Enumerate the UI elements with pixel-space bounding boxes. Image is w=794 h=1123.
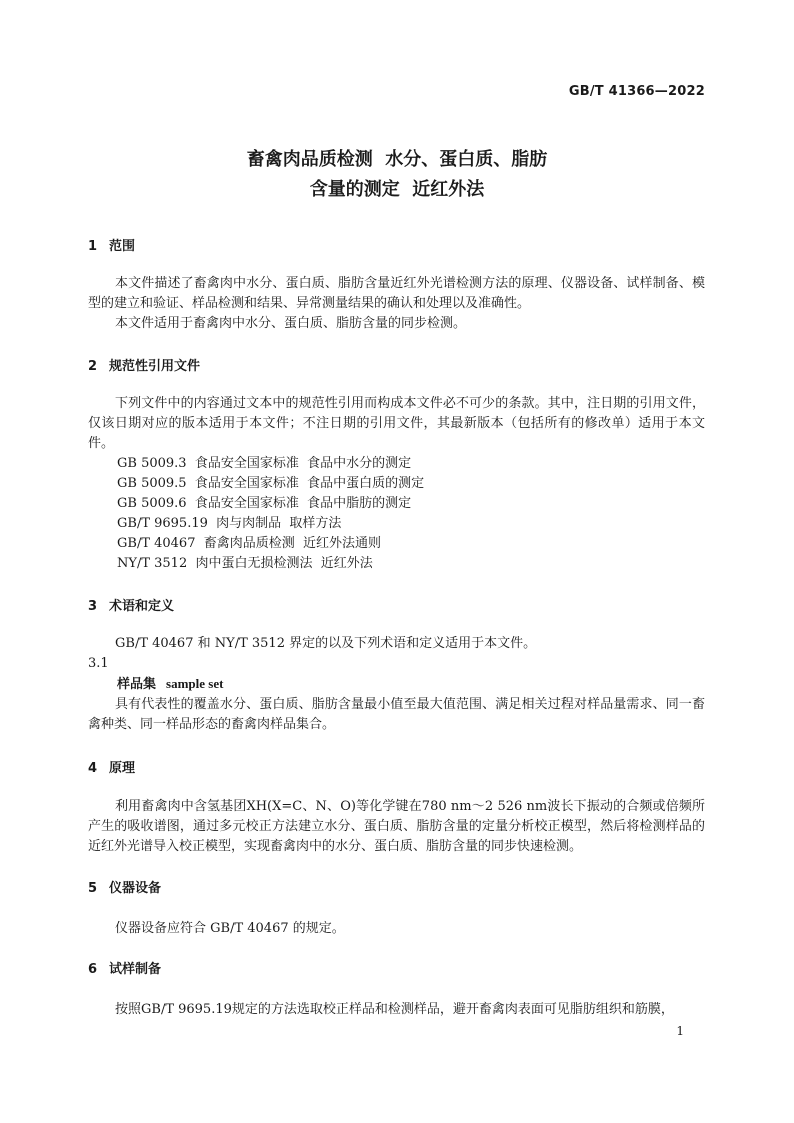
section-principle: [88, 759, 705, 857]
reference-item: GB 5009.5 食品安全国家标准 食品中蛋白质的测定: [117, 476, 425, 491]
section-normative-references: [88, 357, 705, 574]
section-number: 6: [88, 962, 98, 977]
reference-item: GB/T 9695.19 肉与肉制品 取样方法: [117, 516, 342, 531]
section-number: 3: [88, 599, 98, 614]
paragraph: 本文件适用于畜禽肉中水分、蛋白质、脂肪含量的同步检测。: [115, 316, 467, 331]
reference-item: GB 5009.6 食品安全国家标准 食品中脂肪的测定: [117, 496, 412, 511]
term-entry: [88, 674, 705, 695]
paragraph: 本文件描述了畜禽肉中水分、蛋白质、脂肪含量近红外光谱检测方法的原理、仪器设备、试样制备、模型的建立和验证、样品检测和结果、异常测量结果的确认和处理以及准确性。: [88, 276, 705, 311]
section-heading: [88, 237, 705, 257]
section-sample-preparation: [88, 960, 705, 1020]
reference-item: NY/T 3512 肉中蛋白无损检测法 近红外法: [117, 556, 373, 571]
paragraph: 利用畜禽肉中含氢基团XH(X=C、N、O)等化学键在780 nm～2 526 nm波长下振动的合频或倍频所产生的吸收谱图，通过多元校正方法建立水分、蛋白质、脂肪含量的定量分析校正模型，然后将检测样品的近红外光谱导入校正模型，实现畜禽肉中的水分、蛋白质、脂肪含量的同步快速检测。: [88, 799, 705, 854]
section-title: 术语和定义: [109, 599, 175, 614]
term-definition: 具有代表性的覆盖水分、蛋白质、脂肪含量最小值至最大值范围、满足相关过程对样品量需求、同一畜禽种类、同一样品形态的畜禽肉样品集合。: [88, 697, 705, 732]
section-number: 2: [88, 359, 98, 374]
paragraph: GB/T 40467 和 NY/T 3512 界定的以及下列术语和定义适用于本文件。: [115, 636, 537, 651]
title-line-1: 畜禽肉品质检测 水分、蛋白质、脂肪: [246, 149, 548, 170]
reference-item: GB 5009.3 食品安全国家标准 食品中水分的测定: [117, 456, 412, 471]
paragraph: 按照GB/T 9695.19规定的方法选取校正样品和检测样品，避开畜禽肉表面可见脂肪组织和筋膜，: [115, 1002, 674, 1017]
reference-item: GB/T 40467 畜禽肉品质检测 近红外法通则: [117, 536, 382, 551]
page-number: 1: [676, 1024, 684, 1038]
section-title: 规范性引用文件: [109, 359, 201, 374]
section-scope: [88, 237, 705, 334]
subclause-number: 3.1: [88, 656, 109, 671]
section-title: 原理: [109, 761, 136, 776]
paragraph: 仪器设备应符合 GB/T 40467 的规定。: [115, 921, 345, 936]
section-heading: [88, 960, 705, 980]
section-heading: [88, 879, 705, 899]
section-heading: [88, 759, 705, 779]
section-apparatus: [88, 879, 705, 939]
section-title: 试样制备: [109, 962, 162, 977]
section-number: 5: [88, 881, 98, 896]
section-number: 4: [88, 761, 98, 776]
paragraph: 下列文件中的内容通过文本中的规范性引用而构成本文件必不可少的条款。其中，注日期的引用文件，仅该日期对应的版本适用于本文件；不注日期的引用文件，其最新版本（包括所有的修改单）适用于本文件。: [88, 396, 705, 451]
section-heading: [88, 357, 705, 377]
section-title: 仪器设备: [109, 881, 162, 896]
term-english: sample set: [166, 676, 224, 691]
section-heading: [88, 597, 705, 617]
section-terms-and-definitions: [88, 597, 705, 735]
section-title: 范围: [109, 239, 136, 254]
section-number: 1: [88, 239, 98, 254]
standard-code: GB/T 41366—2022: [568, 84, 705, 99]
term-chinese: 样品集: [117, 677, 157, 692]
title-line-2: 含量的测定 近红外法: [309, 179, 485, 200]
document-title: [0, 145, 794, 205]
